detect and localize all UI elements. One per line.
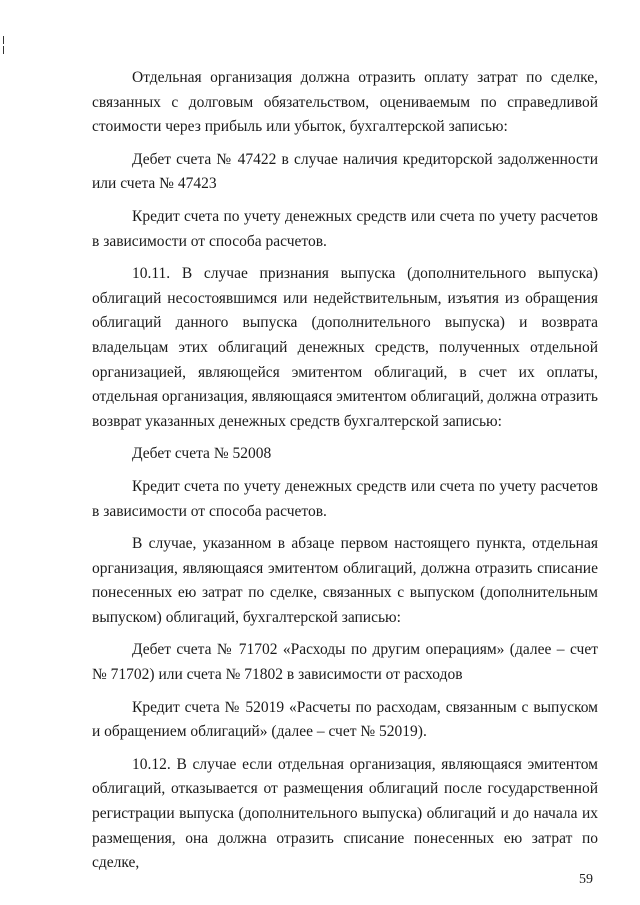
page-body <box>92 66 598 876</box>
paragraph-write-off-costs: В случае, указанном в абзаце первом настоящего пункта, отдельная организация, являющаяся эмитентом облигаций, должна отразить списание понесенных ею затрат по сделке, связанных с выпуском (дополнительным выпуском) облигаций, бухгалтерской записью: <box>92 535 598 626</box>
paragraph-debit-47422: Дебет счета № 47422 в случае наличия кредиторской задолженности или счета № 47423 <box>92 150 598 193</box>
paragraph-credit-cash-2: Кредит счета по учету денежных средств или счета по учету расчетов в зависимости от способа расчетов. <box>92 477 598 520</box>
paragraph-debit-71702: Дебет счета № 71702 «Расходы по другим операциям» (далее – счет № 71702) или счета № 71802 в зависимости от расходов <box>92 641 598 684</box>
paragraph-10-12: 10.12. В случае если отдельная организация, являющаяся эмитентом облигаций, отказывается от размещения облигаций после государственной регистрации выпуска (дополнительного выпуска) облигаций и до начала их размещения, она должна отразить списание понесенных ею затрат по сделке, <box>92 755 598 872</box>
margin-mark-bottom <box>3 46 4 54</box>
paragraph-credit-52019: Кредит счета № 52019 «Расчеты по расходам, связанным с выпуском и обращением облигаций» (далее – счет № 52019). <box>92 698 598 741</box>
paragraph-debit-52008: Дебет счета № 52008 <box>132 445 272 463</box>
paragraph-10-11: 10.11. В случае признания выпуска (дополнительного выпуска) облигаций несостоявшимся или недействительным, изъятия из обращения облигаций данного выпуска (дополнительного выпуска) и возврата владельцам этих облигаций денежных средств, полученных отдельной организацией, являющейся эмитентом облигаций, в счет их оплаты, отдельная организация, являющаяся эмитентом облигаций, должна отразить возврат указанных денежных средств бухгалтерской записью: <box>92 265 598 430</box>
paragraph-fair-value-costs: Отдельная организация должна отразить оплату затрат по сделке, связанных с долговым обязательством, оцениваемым по справедливой стоимости через прибыль или убыток, бухгалтерской записью: <box>92 69 598 136</box>
page-number: 59 <box>579 872 593 887</box>
margin-mark-top <box>3 36 4 44</box>
paragraph-credit-cash-1: Кредит счета по учету денежных средств или счета по учету расчетов в зависимости от способа расчетов. <box>92 207 598 250</box>
